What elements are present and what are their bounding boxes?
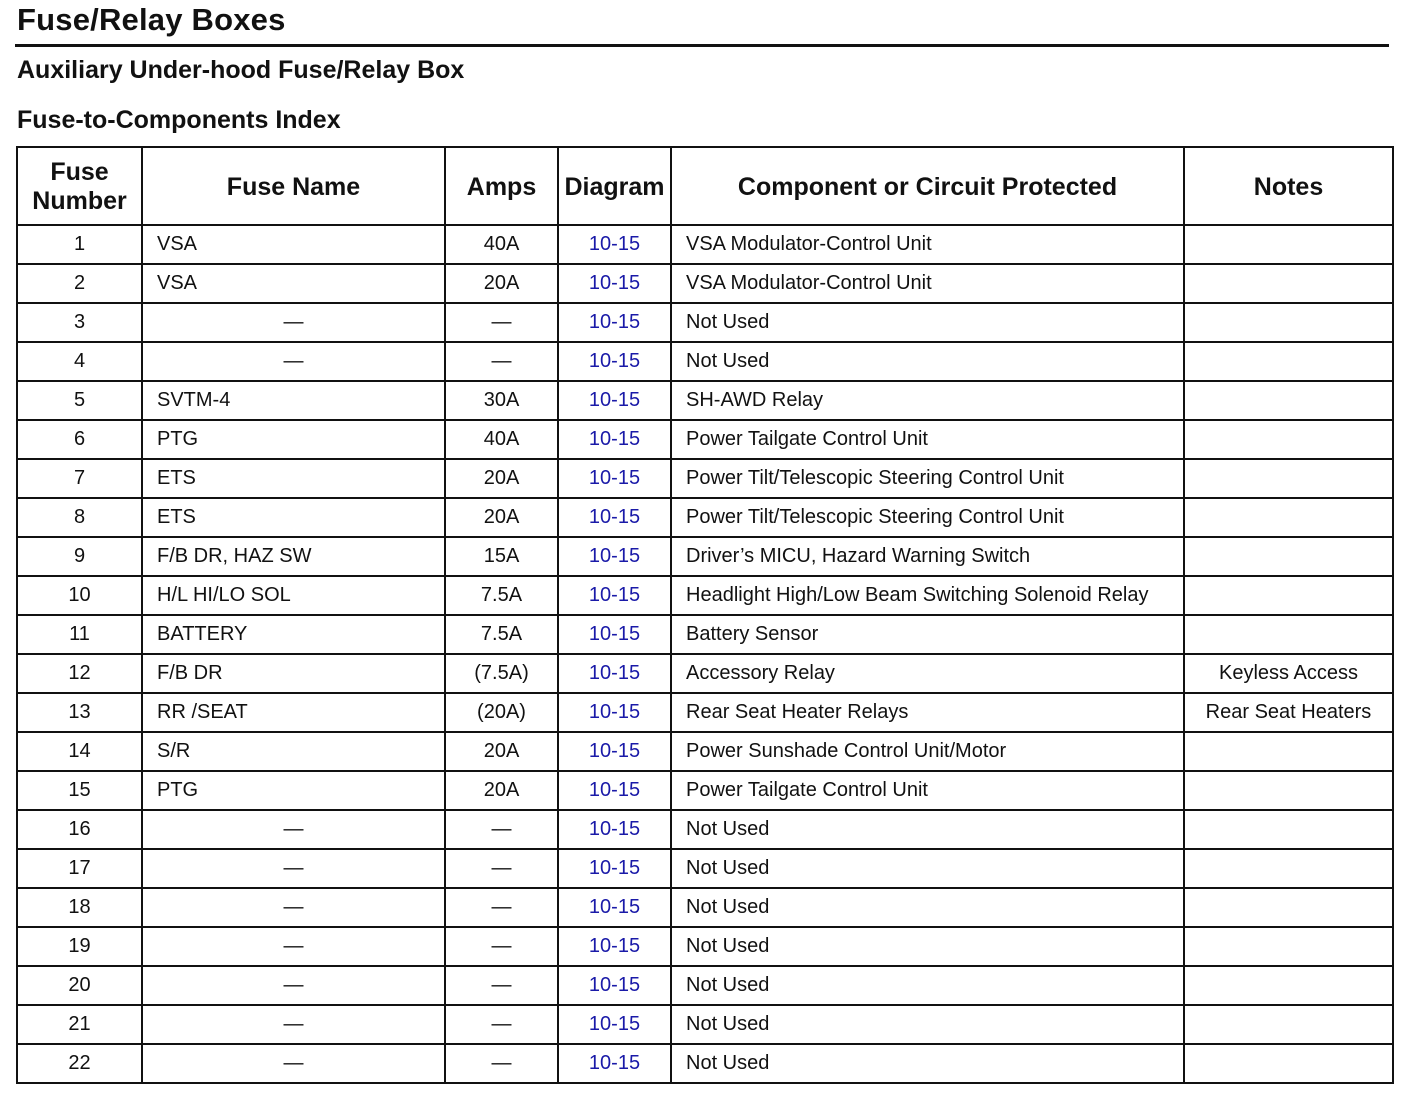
fuse-name-cell: — xyxy=(142,810,445,849)
amps-cell: — xyxy=(445,966,558,1005)
component-cell: Rear Seat Heater Relays xyxy=(671,693,1184,732)
diagram-link[interactable]: 10-15 xyxy=(588,272,641,294)
component-cell: Not Used xyxy=(671,927,1184,966)
fuse-number-cell: 20 xyxy=(17,966,142,1005)
diagram-link[interactable]: 10-15 xyxy=(588,233,641,255)
diagram-cell xyxy=(558,693,671,732)
diagram-cell xyxy=(558,576,671,615)
table-row xyxy=(17,927,1393,966)
notes-cell xyxy=(1184,1005,1393,1044)
notes-cell xyxy=(1184,303,1393,342)
fuse-number-cell: 22 xyxy=(17,1044,142,1083)
amps-cell: — xyxy=(445,888,558,927)
fuse-number-cell: 18 xyxy=(17,888,142,927)
component-cell: Power Tailgate Control Unit xyxy=(671,771,1184,810)
notes-cell xyxy=(1184,381,1393,420)
amps-cell: 7.5A xyxy=(445,576,558,615)
table-row xyxy=(17,732,1393,771)
amps-cell: 20A xyxy=(445,498,558,537)
table-row xyxy=(17,381,1393,420)
fuse-number-cell: 16 xyxy=(17,810,142,849)
fuse-name-cell: PTG xyxy=(142,420,445,459)
diagram-link[interactable]: 10-15 xyxy=(588,701,641,723)
fuse-name-cell: BATTERY xyxy=(142,615,445,654)
diagram-link[interactable]: 10-15 xyxy=(588,818,641,840)
component-cell: Not Used xyxy=(671,810,1184,849)
component-cell: Driver’s MICU, Hazard Warning Switch xyxy=(671,537,1184,576)
diagram-cell xyxy=(558,1044,671,1083)
component-cell: Not Used xyxy=(671,966,1184,1005)
diagram-link[interactable]: 10-15 xyxy=(588,1052,641,1074)
amps-cell: — xyxy=(445,927,558,966)
diagram-link[interactable]: 10-15 xyxy=(588,311,641,333)
component-cell: Not Used xyxy=(671,1005,1184,1044)
diagram-cell xyxy=(558,459,671,498)
fuse-number-cell: 11 xyxy=(17,615,142,654)
table-row xyxy=(17,303,1393,342)
component-cell: VSA Modulator-Control Unit xyxy=(671,264,1184,303)
diagram-cell xyxy=(558,927,671,966)
fuse-name-cell: — xyxy=(142,966,445,1005)
diagram-cell xyxy=(558,810,671,849)
fuse-number-cell: 13 xyxy=(17,693,142,732)
fuse-name-cell: — xyxy=(142,927,445,966)
diagram-link[interactable]: 10-15 xyxy=(588,350,641,372)
component-cell: Not Used xyxy=(671,1044,1184,1083)
notes-cell xyxy=(1184,732,1393,771)
diagram-cell xyxy=(558,225,671,264)
diagram-cell xyxy=(558,303,671,342)
notes-cell xyxy=(1184,342,1393,381)
table-row xyxy=(17,966,1393,1005)
amps-cell: 40A xyxy=(445,225,558,264)
notes-cell xyxy=(1184,966,1393,1005)
table-header-row xyxy=(17,147,1393,225)
fuse-name-cell: — xyxy=(142,342,445,381)
amps-cell: 7.5A xyxy=(445,615,558,654)
fuse-number-cell: 5 xyxy=(17,381,142,420)
table-row xyxy=(17,693,1393,732)
fuse-number-cell: 7 xyxy=(17,459,142,498)
fuse-number-cell: 8 xyxy=(17,498,142,537)
diagram-link[interactable]: 10-15 xyxy=(588,623,641,645)
notes-cell xyxy=(1184,498,1393,537)
section-title: Fuse-to-Components Index xyxy=(17,106,341,134)
amps-cell: — xyxy=(445,849,558,888)
table-row xyxy=(17,810,1393,849)
amps-cell: — xyxy=(445,1005,558,1044)
fuse-name-cell: — xyxy=(142,1044,445,1083)
fuse-number-cell: 17 xyxy=(17,849,142,888)
notes-cell xyxy=(1184,615,1393,654)
diagram-link[interactable]: 10-15 xyxy=(588,857,641,879)
diagram-cell xyxy=(558,771,671,810)
fuse-table xyxy=(16,146,1394,1084)
notes-cell xyxy=(1184,888,1393,927)
diagram-cell xyxy=(558,342,671,381)
fuse-number-cell: 12 xyxy=(17,654,142,693)
fuse-name-cell: H/L HI/LO SOL xyxy=(142,576,445,615)
fuse-number-cell: 14 xyxy=(17,732,142,771)
fuse-number-cell: 21 xyxy=(17,1005,142,1044)
fuse-name-cell: PTG xyxy=(142,771,445,810)
amps-cell: — xyxy=(445,1044,558,1083)
component-cell: Accessory Relay xyxy=(671,654,1184,693)
fuse-name-cell: F/B DR xyxy=(142,654,445,693)
table-row xyxy=(17,459,1393,498)
notes-cell xyxy=(1184,225,1393,264)
diagram-cell xyxy=(558,420,671,459)
amps-cell: (20A) xyxy=(445,693,558,732)
component-cell: Headlight High/Low Beam Switching Solenoid Relay xyxy=(671,576,1184,615)
amps-cell: 20A xyxy=(445,732,558,771)
diagram-link[interactable]: 10-15 xyxy=(588,1013,641,1035)
diagram-link[interactable]: 10-15 xyxy=(588,740,641,762)
diagram-cell xyxy=(558,888,671,927)
fuse-name-cell: — xyxy=(142,849,445,888)
fuse-number-cell: 10 xyxy=(17,576,142,615)
diagram-link[interactable]: 10-15 xyxy=(588,779,641,801)
fuse-name-cell: SVTM-4 xyxy=(142,381,445,420)
component-cell: Battery Sensor xyxy=(671,615,1184,654)
header-notes: Notes xyxy=(1184,147,1393,225)
amps-cell: 40A xyxy=(445,420,558,459)
fuse-name-cell: F/B DR, HAZ SW xyxy=(142,537,445,576)
diagram-cell xyxy=(558,498,671,537)
fuse-name-cell: — xyxy=(142,888,445,927)
notes-cell xyxy=(1184,810,1393,849)
diagram-link[interactable]: 10-15 xyxy=(588,896,641,918)
fuse-name-cell: RR /SEAT xyxy=(142,693,445,732)
fuse-name-cell: S/R xyxy=(142,732,445,771)
fuse-number-cell: 3 xyxy=(17,303,142,342)
amps-cell: — xyxy=(445,303,558,342)
component-cell: SH-AWD Relay xyxy=(671,381,1184,420)
diagram-link[interactable]: 10-15 xyxy=(588,935,641,957)
table-row xyxy=(17,849,1393,888)
component-cell: Not Used xyxy=(671,342,1184,381)
component-cell: Power Sunshade Control Unit/Motor xyxy=(671,732,1184,771)
component-cell: Not Used xyxy=(671,888,1184,927)
title-divider xyxy=(15,44,1389,47)
table-body xyxy=(17,225,1393,1083)
table-row xyxy=(17,1005,1393,1044)
amps-cell: 20A xyxy=(445,771,558,810)
diagram-cell xyxy=(558,849,671,888)
fuse-number-cell: 1 xyxy=(17,225,142,264)
fuse-number-cell: 6 xyxy=(17,420,142,459)
diagram-link[interactable]: 10-15 xyxy=(588,662,641,684)
notes-cell xyxy=(1184,1044,1393,1083)
diagram-cell xyxy=(558,264,671,303)
header-fuse-name: Fuse Name xyxy=(142,147,445,225)
header-component: Component or Circuit Protected xyxy=(671,147,1184,225)
diagram-link[interactable]: 10-15 xyxy=(588,584,641,606)
fuse-name-cell: ETS xyxy=(142,498,445,537)
component-cell: VSA Modulator-Control Unit xyxy=(671,225,1184,264)
table-row xyxy=(17,771,1393,810)
header-amps: Amps xyxy=(445,147,558,225)
component-cell: Power Tailgate Control Unit xyxy=(671,420,1184,459)
notes-cell xyxy=(1184,420,1393,459)
component-cell: Not Used xyxy=(671,303,1184,342)
page-subtitle: Auxiliary Under-hood Fuse/Relay Box xyxy=(17,56,465,84)
diagram-link[interactable]: 10-15 xyxy=(588,974,641,996)
diagram-cell xyxy=(558,381,671,420)
diagram-link[interactable]: 10-15 xyxy=(588,428,641,450)
table-row xyxy=(17,498,1393,537)
table-row xyxy=(17,225,1393,264)
notes-cell xyxy=(1184,576,1393,615)
fuse-name-cell: — xyxy=(142,1005,445,1044)
notes-cell xyxy=(1184,849,1393,888)
notes-cell xyxy=(1184,537,1393,576)
table-row xyxy=(17,264,1393,303)
table-row xyxy=(17,654,1393,693)
table-row xyxy=(17,576,1393,615)
amps-cell: 30A xyxy=(445,381,558,420)
diagram-cell xyxy=(558,537,671,576)
diagram-link[interactable]: 10-15 xyxy=(588,545,641,567)
table-row xyxy=(17,342,1393,381)
component-cell: Power Tilt/Telescopic Steering Control Unit xyxy=(671,498,1184,537)
fuse-number-cell: 4 xyxy=(17,342,142,381)
table-row xyxy=(17,1044,1393,1083)
notes-cell: Rear Seat Heaters xyxy=(1184,693,1393,732)
amps-cell: 20A xyxy=(445,459,558,498)
diagram-link[interactable]: 10-15 xyxy=(588,506,641,528)
fuse-number-cell: 15 xyxy=(17,771,142,810)
notes-cell xyxy=(1184,459,1393,498)
component-cell: Not Used xyxy=(671,849,1184,888)
amps-cell: — xyxy=(445,342,558,381)
component-cell: Power Tilt/Telescopic Steering Control Unit xyxy=(671,459,1184,498)
header-fuse-number: Fuse Number xyxy=(17,147,142,225)
diagram-cell xyxy=(558,966,671,1005)
notes-cell xyxy=(1184,771,1393,810)
diagram-link[interactable]: 10-15 xyxy=(588,467,641,489)
diagram-link[interactable]: 10-15 xyxy=(588,389,641,411)
fuse-name-cell: — xyxy=(142,303,445,342)
fuse-number-cell: 2 xyxy=(17,264,142,303)
page-title: Fuse/Relay Boxes xyxy=(17,2,286,37)
amps-cell: — xyxy=(445,810,558,849)
amps-cell: 15A xyxy=(445,537,558,576)
fuse-number-cell: 9 xyxy=(17,537,142,576)
notes-cell xyxy=(1184,264,1393,303)
header-diagram: Diagram xyxy=(558,147,671,225)
diagram-cell xyxy=(558,615,671,654)
fuse-number-cell: 19 xyxy=(17,927,142,966)
table-row xyxy=(17,537,1393,576)
fuse-name-cell: VSA xyxy=(142,225,445,264)
fuse-name-cell: VSA xyxy=(142,264,445,303)
table-row xyxy=(17,615,1393,654)
notes-cell xyxy=(1184,927,1393,966)
table-row xyxy=(17,888,1393,927)
amps-cell: 20A xyxy=(445,264,558,303)
diagram-cell xyxy=(558,1005,671,1044)
fuse-name-cell: ETS xyxy=(142,459,445,498)
amps-cell: (7.5A) xyxy=(445,654,558,693)
diagram-cell xyxy=(558,732,671,771)
table-row xyxy=(17,420,1393,459)
notes-cell: Keyless Access xyxy=(1184,654,1393,693)
diagram-cell xyxy=(558,654,671,693)
